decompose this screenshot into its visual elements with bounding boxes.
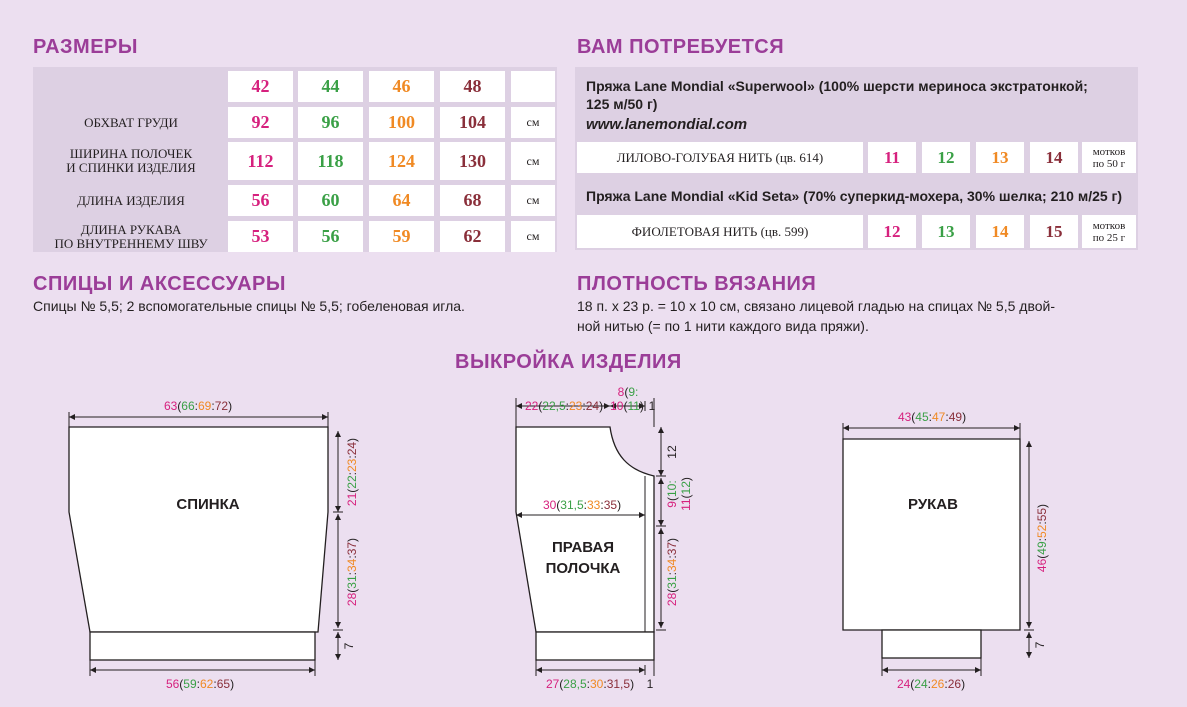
size-value: 68: [440, 185, 505, 216]
yarn-unit-line: по 50 г: [1092, 157, 1126, 170]
dimension-separator: (: [179, 677, 184, 691]
unit-cell: см: [511, 142, 555, 180]
dimension-value: 21: [345, 492, 359, 507]
yarn1-value: 13: [976, 142, 1024, 173]
dimension-separator: ): [617, 498, 622, 512]
dimension-value: 28: [345, 592, 359, 607]
yarn2-value: 14: [976, 215, 1024, 248]
dimension-value: 27: [545, 677, 560, 691]
yarn1-value: 11: [868, 142, 916, 173]
dimension-separator: (: [1035, 554, 1049, 559]
dimension-value: 11: [627, 399, 640, 413]
front-upper-label-2: [679, 477, 693, 511]
dimension-value: 31: [665, 575, 679, 589]
size-value: 56: [228, 185, 293, 216]
dimension-separator: ): [665, 537, 679, 542]
row-label-line: И СПИНКИ ИЗДЕЛИЯ: [66, 160, 196, 175]
yarn2-value: 13: [922, 215, 970, 248]
dimension-value: 35: [603, 498, 618, 512]
arrowhead: [322, 414, 328, 420]
dimension-separator: :: [928, 410, 932, 424]
row-label-line: ДЛИНА РУКАВА: [80, 221, 182, 237]
unit-cell: см: [511, 221, 555, 252]
arrowhead: [1026, 652, 1032, 658]
yarn-unit-line: мотков: [1092, 145, 1126, 158]
size-value: 118: [298, 142, 363, 180]
dimension-value: 72: [214, 399, 229, 413]
sleeve-rib-label: 7: [1033, 641, 1047, 649]
dimension-separator: ): [679, 477, 693, 482]
arrowhead: [1014, 425, 1020, 431]
size-header-42: 42: [228, 71, 293, 102]
yarn2-description: Пряжа Lane Mondial «Kid Seta» (70% суперкид-мохера, 30% шелка; 210 м/25 г): [586, 188, 1123, 204]
arrowhead: [658, 470, 664, 476]
size-value: 104: [440, 107, 505, 138]
dimension-value: 69: [198, 399, 212, 413]
front-neck-width-label-1: [618, 385, 639, 399]
arrowhead: [1026, 622, 1032, 628]
arrowhead: [658, 528, 664, 534]
dimension-separator: (: [556, 498, 561, 512]
yarn2-color: ФИОЛЕТОВАЯ НИТЬ (цв. 599): [577, 215, 863, 248]
dimension-value: 43: [897, 410, 912, 424]
dimension-separator: (: [345, 488, 359, 493]
arrowhead: [335, 506, 341, 512]
front-edge-label: 1: [648, 399, 656, 413]
size-value: 62: [440, 221, 505, 252]
dimension-separator: :: [1035, 538, 1049, 542]
dimension-value: 28: [665, 592, 679, 607]
arrowhead: [975, 667, 981, 673]
front-bottom-width-label: [546, 677, 634, 691]
dimension-value: 8: [617, 385, 625, 399]
needles-heading: СПИЦЫ И АКСЕССУАРЫ: [33, 273, 286, 295]
back-bottom-width-label: [166, 677, 234, 691]
dimension-separator: ): [345, 537, 359, 542]
dimension-value: 66: [181, 399, 195, 413]
pattern-heading: ВЫКРОЙКА ИЗДЕЛИЯ: [455, 351, 682, 373]
dimension-separator: :: [582, 399, 586, 413]
size-value: 96: [298, 107, 363, 138]
arrowhead: [536, 667, 542, 673]
front-upper-label-1: [665, 480, 679, 507]
dimension-value: 31,5: [606, 677, 631, 691]
dimension-value: 26: [947, 677, 962, 691]
sleeve-bottom-width-label: [897, 677, 965, 691]
front-piece-name-2: ПОЛОЧКА: [545, 560, 621, 577]
size-value: 53: [228, 221, 293, 252]
dimension-separator: :: [600, 498, 604, 512]
sleeve-height-label: [1035, 504, 1049, 572]
unit-cell: см: [511, 185, 555, 216]
dimension-separator: :: [586, 677, 590, 691]
size-value: 92: [228, 107, 293, 138]
yarn1-line1: Пряжа Lane Mondial «Superwool» (100% шерсти мериноса экстратонкой;: [586, 78, 1088, 94]
sleeve-piece: [843, 439, 1020, 630]
dimension-separator: (: [559, 677, 564, 691]
dimension-separator: :: [345, 555, 359, 559]
gauge-line1: 18 п. х 23 р. = 10 х 10 см, связано лицевой гладью на спицах № 5,5 двой-: [577, 298, 1055, 314]
arrowhead: [1026, 632, 1032, 638]
dimension-separator: (: [177, 399, 182, 413]
dimension-separator: (: [665, 497, 679, 501]
yarn2-value: 15: [1030, 215, 1078, 248]
dimension-value: 24: [896, 677, 911, 691]
dimension-separator: ): [961, 677, 966, 691]
back-top-width-label: [164, 399, 232, 413]
front-ribbing: [536, 632, 654, 660]
dimension-separator: ): [599, 399, 604, 413]
back-ribbing: [90, 632, 315, 660]
size-value: 124: [369, 142, 434, 180]
dimension-value: 22: [345, 475, 359, 489]
front-bottom-edge-label: 1: [646, 677, 654, 691]
size-header-48: 48: [440, 71, 505, 102]
dimension-value: 59: [183, 677, 197, 691]
dimension-value: 46: [1035, 558, 1049, 573]
yarn-unit-line: по 25 г: [1092, 231, 1126, 244]
size-header-46: 46: [369, 71, 434, 102]
dimension-separator: :: [665, 555, 679, 559]
gauge-heading: ПЛОТНОСТЬ ВЯЗАНИЯ: [577, 273, 817, 295]
yarn-unit-line: мотков: [1092, 219, 1126, 232]
dimension-value: 63: [163, 399, 178, 413]
dimension-value: 31,5: [560, 498, 584, 512]
dimension-value: 62: [200, 677, 214, 691]
back-armhole-label: [345, 438, 359, 506]
dimension-value: 34: [345, 558, 359, 572]
arrowhead: [658, 427, 664, 433]
dimension-separator: (: [345, 588, 359, 593]
yarn1-value: 14: [1030, 142, 1078, 173]
sleeve-top-width-label: [898, 410, 966, 424]
website-link[interactable]: www.lanemondial.com: [586, 116, 748, 133]
dimension-separator: :: [665, 572, 679, 576]
dimension-separator: :: [211, 399, 215, 413]
dimension-value: 23: [569, 399, 583, 413]
dimension-value: 47: [932, 410, 946, 424]
yarn1-value: 12: [922, 142, 970, 173]
dimension-value: 31: [345, 575, 359, 589]
dimension-separator: ): [630, 677, 635, 691]
needles-text: Спицы № 5,5; 2 вспомогательные спицы № 5,5; гобеленовая игла.: [33, 298, 465, 314]
dimension-separator: ): [345, 437, 359, 442]
dimension-value: 33: [587, 498, 601, 512]
dimension-separator: :: [196, 677, 200, 691]
dimension-value: 11: [679, 498, 693, 511]
sleeve-ribbing: [882, 630, 981, 658]
dimension-separator: (: [624, 385, 629, 399]
dimension-value: 9:: [628, 385, 639, 399]
dimension-separator: ): [962, 410, 967, 424]
dimension-separator: (: [538, 399, 543, 413]
dimension-value: 22,5: [542, 399, 566, 413]
arrowhead: [1026, 441, 1032, 447]
size-value: 100: [369, 107, 434, 138]
dimension-value: 45: [915, 410, 929, 424]
back-piece: [69, 427, 328, 632]
back-body-label: [345, 538, 359, 606]
dimension-separator: :: [345, 572, 359, 576]
dimension-value: 24: [585, 399, 600, 413]
dimension-value: 34: [665, 558, 679, 572]
dimension-separator: (: [623, 399, 628, 413]
arrowhead: [658, 478, 664, 484]
size-value: 64: [369, 185, 434, 216]
row-label-line: ДЛИНА ИЗДЕЛИЯ: [77, 192, 185, 208]
back-piece-name: СПИНКА: [176, 496, 240, 513]
front-piece: [516, 427, 654, 632]
dimension-separator: ): [228, 399, 233, 413]
front-body-label: [665, 538, 679, 606]
dimension-separator: :: [565, 399, 569, 413]
arrowhead: [90, 667, 96, 673]
front-neck-width-label-2: [610, 399, 644, 413]
arrowhead: [335, 632, 341, 638]
size-value: 59: [369, 221, 434, 252]
arrowhead: [639, 667, 645, 673]
dimension-value: 10: [610, 399, 624, 413]
dimension-value: 49: [948, 410, 963, 424]
arrowhead: [516, 403, 522, 409]
dimension-value: 23: [345, 458, 359, 472]
dimension-separator: :: [1035, 521, 1049, 525]
size-value: 56: [298, 221, 363, 252]
front-piece-name-1: ПРАВАЯ: [552, 539, 614, 556]
gauge-line2: ной нитью (= по 1 нити каждого вида пряжи).: [577, 318, 869, 334]
dimension-value: 24: [914, 677, 928, 691]
dimension-separator: :: [603, 677, 607, 691]
dimension-separator: (: [910, 677, 915, 691]
dimension-separator: :: [345, 455, 359, 459]
size-value: 112: [228, 142, 293, 180]
materials-heading: ВАМ ПОТРЕБУЕТСЯ: [577, 36, 785, 58]
dimension-value: 55: [1035, 507, 1049, 522]
dimension-value: 37: [665, 541, 679, 556]
yarn1-color: ЛИЛОВО-ГОЛУБАЯ НИТЬ (цв. 614): [577, 142, 863, 173]
dimension-value: 10:: [665, 480, 679, 497]
dimension-separator: :: [944, 677, 948, 691]
unit-cell: см: [511, 107, 555, 138]
arrowhead: [69, 414, 75, 420]
dimension-separator: :: [945, 410, 949, 424]
row-label-line: ШИРИНА ПОЛОЧЕК: [69, 146, 193, 161]
dimension-value: 28,5: [563, 677, 587, 691]
dimension-separator: :: [213, 677, 217, 691]
dimension-value: 26: [931, 677, 945, 691]
front-inner-width-label: [543, 498, 621, 512]
row-label-line: ПО ВНУТРЕННЕМУ ШВУ: [54, 235, 208, 251]
size-value: 60: [298, 185, 363, 216]
yarn2-value: 12: [868, 215, 916, 248]
dimension-separator: (: [911, 410, 916, 424]
front-top-width-label: [525, 399, 603, 413]
dimension-value: 22: [524, 399, 539, 413]
dimension-value: 9: [665, 501, 679, 508]
back-rib-label: 7: [342, 642, 356, 650]
dimension-separator: ): [230, 677, 235, 691]
size-header-44: 44: [298, 71, 363, 102]
arrowhead: [658, 520, 664, 526]
dimension-separator: ): [639, 399, 644, 413]
arrowhead: [882, 667, 888, 673]
dimension-value: 24: [345, 441, 359, 456]
arrowhead: [335, 431, 341, 437]
dimension-separator: :: [194, 399, 198, 413]
dimension-separator: ): [1035, 503, 1049, 508]
dimension-value: 37: [345, 541, 359, 556]
row-label-line: ОБХВАТ ГРУДИ: [84, 114, 178, 130]
dimension-value: 12: [679, 481, 693, 495]
dimension-separator: (: [665, 588, 679, 593]
dimension-value: 30: [590, 677, 604, 691]
dimension-value: 52: [1035, 524, 1049, 538]
arrowhead: [658, 622, 664, 628]
front-neck-depth-label: 12: [665, 445, 679, 459]
dimension-value: 65: [216, 677, 231, 691]
yarn1-line2: 125 м/50 г): [586, 96, 658, 112]
dimension-value: 30: [542, 498, 557, 512]
dimension-value: 56: [165, 677, 180, 691]
arrowhead: [335, 622, 341, 628]
dimension-value: 49: [1035, 541, 1049, 555]
sizes-heading: РАЗМЕРЫ: [33, 36, 138, 58]
dimension-separator: :: [583, 498, 587, 512]
dimension-separator: :: [345, 472, 359, 476]
size-value: 130: [440, 142, 505, 180]
sleeve-piece-name: РУКАВ: [908, 496, 958, 513]
arrowhead: [335, 654, 341, 660]
arrowhead: [309, 667, 315, 673]
dimension-separator: (: [679, 494, 693, 499]
arrowhead: [335, 514, 341, 520]
arrowhead: [843, 425, 849, 431]
dimension-separator: :: [927, 677, 931, 691]
